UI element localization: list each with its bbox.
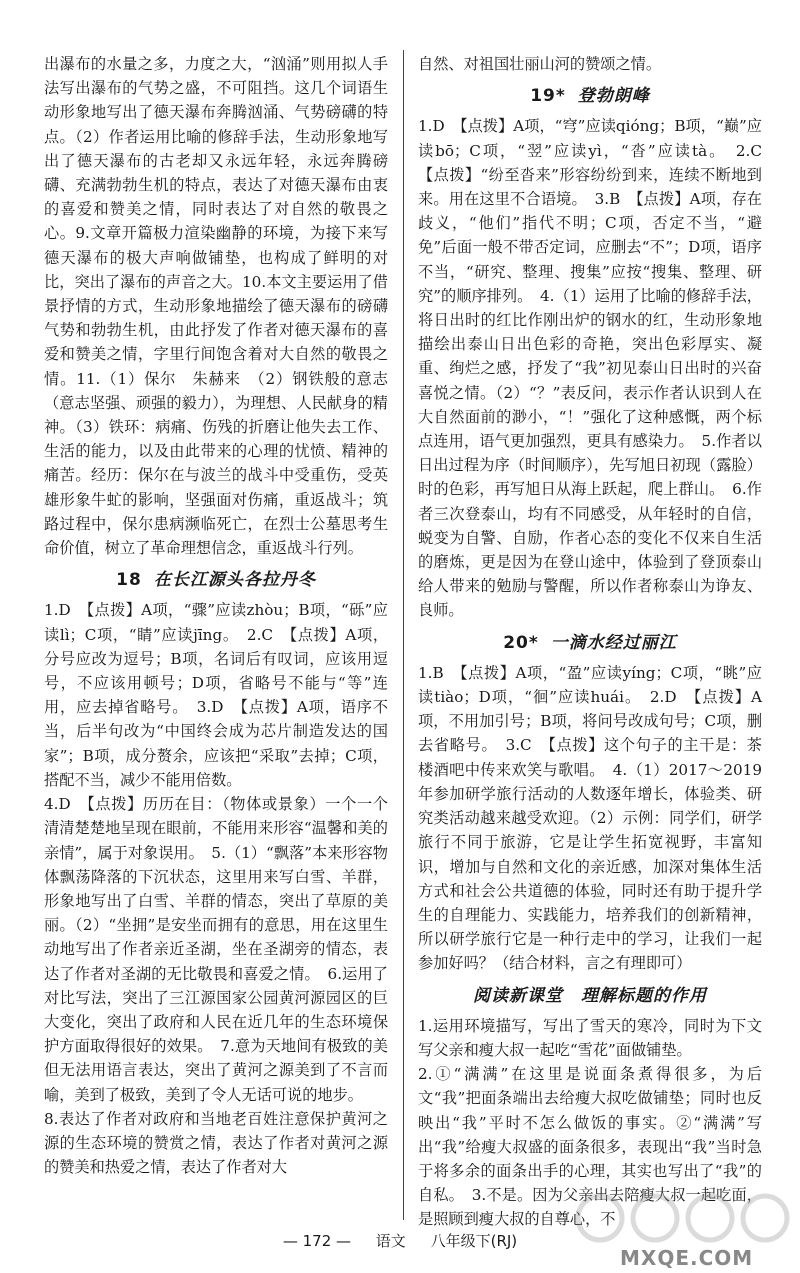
grade-label: 八年级下(RJ) [430,1232,518,1250]
answer-block-17-cont [44,52,388,560]
answer-text: 4.D 【点拨】历历在目：（物体或景象）一个一个清清楚楚地呈现在眼前，不能用来形容“温馨和美的亲情”，属于对象误用。 5.（1）“飘落”本来形容物体飘荡降落的下沉状态，这里用来写白雪、羊群，形象地写出了白雪、羊群的情态，突出了草原的美丽。（2）“坐拥”是安坐而拥有的意思，用在这里生动地写出了作者亲近圣湖，坐在圣湖旁的情态，表达了作者对圣湖的无比敬畏和喜爱之情。 6.运用了对比写法，突出了三江源国家公园黄河源园区的巨大变化，突出了政府和人民在近几年的生态环境保护方面取得很好的效果。 7.意为天地间有极致的美但无法用语言表达，突出了黄河之源美到了不言而喻，美到了极致，美到了令人无话可说的地步。 [44,795,388,1104]
lesson-19-title [418,84,762,108]
lesson-name: 在长江源头各拉丹冬 [153,570,316,591]
reading-section-title [418,984,762,1008]
answer-text: 1.D 【点拨】A项，“穹”应读qióng；B项，“巅”应读bō；C项，“翌”应读yì，“沓”应读tà。 2.C 【点拨】“纷至沓来”形容纷纷到来，连续不断地到来。用在这里不合语境。 3.B 【点拨】A项，存在歧义，“他们”指代不明；C项，否定不当，“避免”后面一般不带否定词，应删去“不”；D项，语序不当，“研究、整理、搜集”应按“搜集、整理、研究”的顺序排列。 4.（1）运用了比喻的修辞手法，将日出时的红比作刚出炉的钢水的红，生动形象地描绘出泰山日出色彩的奇艳，突出色彩厚实、凝重、绚烂之感，抒发了“我”初见泰山日出时的兴奋喜悦之情。（2）“？”表反问，表示作者认识到人在大自然面前的渺小，“！”强化了这种感慨，两个标点连用，语气更加强烈，更具有感染力。 5.作者以日出过程为序（时间顺序），先写旭日初现（露脸）时的色彩，再写旭日从海上跃起，爬上群山。 6.作者三次登泰山，均有不同感受，从年轻时的自信，蜕变为自警、自励，作者心态的变化不仅来自生活的磨炼，更是因为在登山途中，体验到了登顶泰山给人带来的勉励与警醒，所以作者称泰山为诤友、良师。 [418,117,778,620]
lesson-number: 19* [530,86,566,107]
lesson-20-title [418,631,762,655]
answer-block-20 [418,661,762,976]
watermark-text: MXQE.COM [620,1246,754,1270]
section-name: 阅读新课堂 理解标题的作用 [473,985,707,1006]
answer-text: 2.①“满满”在这里是说面条煮得很多，为后文“我”把面条端出去给瘦大叔吃做铺垫；同时也反映出“我”平时不怎么做饭的事实。②“满满”写出“我”给瘦大叔盛的面条很多，表现出“我”当时急于将多余的面条出手的心理，其实也写出了“我”的自私。 3.不是。因为父亲出去陪瘦大叔一起吃面，是照顾到瘦大叔的自尊心，不 [418,1065,762,1229]
column-divider [403,50,404,1220]
answer-block-19 [418,114,778,622]
answer-text: 1.运用环境描写，写出了雪天的寒冷，同时为下文写父亲和瘦大叔一起吃“雪花”面做铺垫。 [418,1016,762,1059]
lesson-name: 一滴水经过丽江 [550,632,677,653]
left-column [44,52,388,1179]
lesson-18-title [44,568,388,592]
page-number: — 172 — [282,1232,352,1250]
answer-text: 1.D 【点拨】A项，“骤”应读zhòu；B项，“砾”应读lì；C项，“睛”应读jīng。 2.C 【点拨】A项，分号应改为逗号；B项，名词后有叹词，应该用逗号，不应该用顿号；D项，省略号不能与“等”连用，应去掉省略号。 3.D 【点拨】A项，语序不当，后半句改为“中国终会成为芯片制造发达的国家”；B项，成分赘余，应该把“采取”去掉；C项，搭配不当，减少不能用倍数。 [44,601,388,789]
lesson-number: 18 [116,570,142,591]
answer-text: 8.表达了作者对政府和当地老百姓注意保护黄河之源的生态环境的赞赏之情，表达了作者对黄河之源的赞美和热爱之情，表达了作者对大 [44,1109,388,1177]
answer-text: 自然、对祖国壮丽山河的赞颂之情。 [418,55,661,73]
right-column [418,52,778,1232]
lesson-number: 20* [503,632,539,653]
answer-text: 1.B 【点拨】A项，“盈”应读yíng；C项，“眺”应读tiào；D项，“徊”应读huái。 2.D 【点拨】A项，不用加引号；B项，将问号改成句号；C项，删去省略号。 3.C 【点拨】这个句子的主干是：茶楼酒吧中传来欢笑与歌唱。 4.（1）2017～2019年参加研学旅行活动的人数逐年增长，体验类、研究类活动越来越受欢迎。（2）示例：同学们，研学旅行不同于旅游，它是让学生拓宽视野，丰富知识，增加与自然和文化的亲近感，加深对集体生活方式和社会公共道德的体验，同时还有助于提升学生的自理能力、实践能力，培养我们的创新精神，所以研学旅行它是一种行走中的学习，让我们一起参加好吗？（结合材料，言之有理即可） [418,663,762,973]
subject-label: 语文 [375,1232,406,1250]
answer-text: 出瀑布的水量之多，力度之大，“汹涌”则用拟人手法写出瀑布的气势之盛，不可阻挡。这几个词语生动形象地写出了德天瀑布奔腾汹涌、气势磅礴的特点。（2）作者运用比喻的修辞手法，生动形象地写出了德天瀑布的古老却又永远年轻，永远奔腾磅礴、充满勃勃生机的特点，表达了对德天瀑布由衷的喜爱和赞美之情，同时表达了对自然的敬畏之心。9.文章开篇极力渲染幽静的环境，为接下来写德天瀑布的极大声响做铺垫，也构成了鲜明的对比，突出了瀑布的声音之大。10.本文主要运用了借景抒情的方式，生动形象地描绘了德天瀑布的磅礴气势和勃勃生机，由此抒发了作者对德天瀑布的喜爱和赞美之情，字里行间饱含着对大自然的敬畏之情。11.（1）保尔 朱赫来 （2）钢铁般的意志（意志坚强、顽强的毅力），为理想、人民献身的精神。（3）铁环：病痛、伤残的折磨让他失去工作、生活的能力，以及由此带来的心理的忧愤、精神的痛苦。经历：保尔在与波兰的战斗中受重伤，受英雄形象牛虻的影响，坚强面对伤痛，重返战斗；筑路过程中，保尔患病濒临死亡，在烈士公墓思考生命价值，树立了革命理想信念，重返战斗行列。 [44,55,388,558]
lesson-name: 登勃朗峰 [577,86,650,107]
answer-block-18 [44,598,388,1179]
answer-block-18-cont [418,52,762,76]
